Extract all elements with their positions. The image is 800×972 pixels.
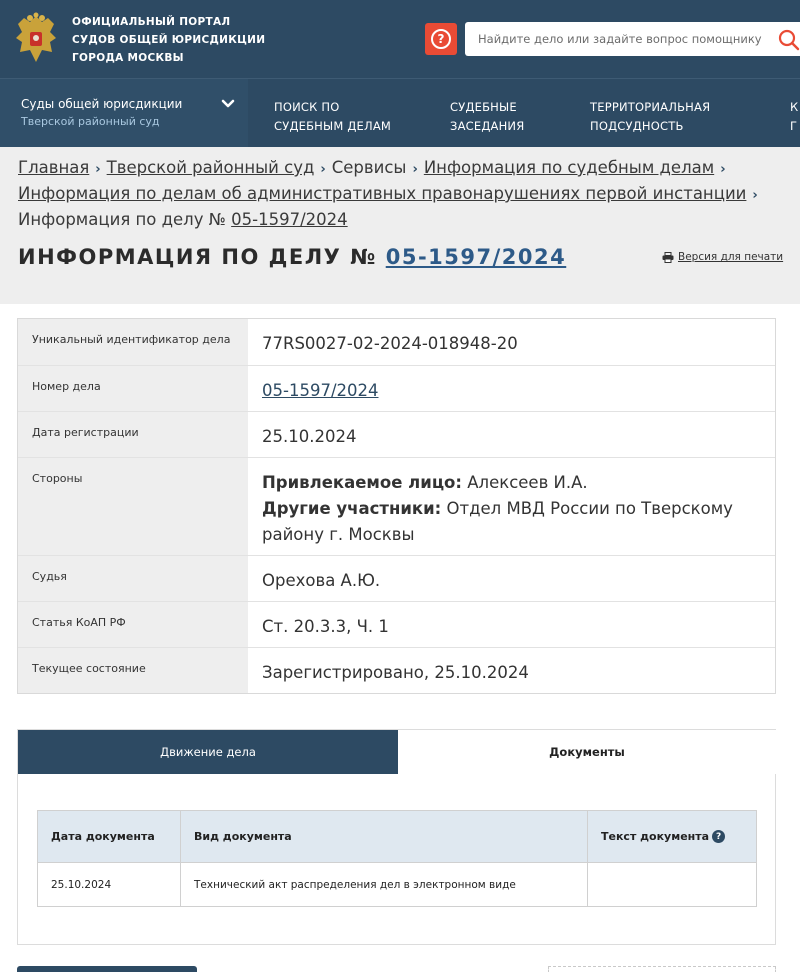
case-info-row-article: [18, 601, 775, 647]
case-info-table: [17, 318, 776, 694]
case-tabs-panel: [17, 729, 776, 945]
search-box: [465, 22, 800, 56]
breadcrumb-admin-cases[interactable]: Информация по делам об административных правонарушениях первой инстанции: [18, 184, 747, 203]
uid-label: Уникальный идентификатор дела: [18, 319, 248, 365]
case-number-link[interactable]: 05-1597/2024: [262, 381, 379, 400]
case-info-row-uid: [18, 319, 775, 365]
nav-court-sessions-line-2: ЗАСЕДАНИЯ: [450, 119, 525, 133]
nav-case-search[interactable]: [274, 98, 391, 136]
courts-dropdown-subtitle: Тверской районный суд: [21, 115, 160, 128]
party-other-name: Отдел МВД России по Тверскому району г. Москвы: [262, 499, 733, 544]
case-number-label: Номер дела: [18, 366, 248, 411]
document-date: 25.10.2024: [38, 863, 181, 907]
breadcrumb-separator-icon: ›: [95, 162, 101, 177]
status-label: Текущее состояние: [18, 648, 248, 693]
site-header: [0, 0, 800, 78]
page-title-case-link[interactable]: 05-1597/2024: [385, 245, 567, 269]
document-type: Технический акт распределения дел в электронном виде: [181, 863, 588, 907]
party-accused: [262, 470, 761, 496]
party-other: [262, 496, 761, 548]
breadcrumb-current-case-link[interactable]: 05-1597/2024: [231, 210, 348, 229]
courts-dropdown-title: Суды общей юрисдикции: [21, 97, 183, 111]
bottom-dashed-box: [548, 966, 776, 972]
case-info-row-judge: [18, 555, 775, 601]
case-number-cell: [248, 366, 775, 411]
portal-title[interactable]: [72, 13, 265, 67]
reg-date-value: 25.10.2024: [262, 427, 357, 446]
breadcrumb-court[interactable]: Тверской районный суд: [106, 158, 315, 177]
col-header-text-label: Текст документа: [601, 829, 710, 843]
portal-title-line-2: СУДОВ ОБЩЕЙ ЮРИСДИКЦИИ: [72, 34, 266, 46]
search-input[interactable]: [465, 22, 765, 56]
party-accused-name: Алексеев И.А.: [467, 473, 588, 492]
parties-label: Стороны: [18, 458, 248, 555]
nav-jurisdiction[interactable]: [590, 98, 710, 136]
printer-icon: [662, 252, 674, 263]
breadcrumb: [18, 156, 788, 232]
nav-court-sessions[interactable]: [450, 98, 524, 136]
breadcrumb-separator-icon: ›: [320, 162, 326, 177]
question-icon: ?: [431, 29, 451, 49]
article-label: Статья КоАП РФ: [18, 602, 248, 647]
chevron-down-icon: [221, 99, 235, 109]
nav-item-cut-off-line-1: К: [790, 100, 799, 114]
uid-value: 77RS0027-02-2024-018948-20: [262, 334, 518, 353]
nav-jurisdiction-line-1: ТЕРРИТОРИАЛЬНАЯ: [590, 100, 711, 114]
case-info-row-reg-date: [18, 411, 775, 457]
nav-jurisdiction-line-2: ПОДСУДНОСТЬ: [590, 119, 684, 133]
page-title-prefix: ИНФОРМАЦИЯ ПО ДЕЛУ №: [18, 245, 386, 269]
nav-item-cut-off[interactable]: [790, 98, 798, 136]
courts-dropdown[interactable]: [0, 79, 248, 147]
print-version-link[interactable]: [662, 251, 783, 263]
party-accused-role: Привлекаемое лицо:: [262, 473, 462, 492]
table-row: [38, 863, 757, 907]
breadcrumb-current-prefix: Информация по делу №: [18, 210, 232, 229]
status-value: Зарегистрировано, 25.10.2024: [262, 663, 529, 682]
article-value: Ст. 20.3.3, Ч. 1: [262, 617, 389, 636]
page-title: [18, 245, 566, 269]
case-info-row-number: [18, 365, 775, 411]
help-icon[interactable]: ?: [712, 830, 725, 843]
bottom-action-button[interactable]: [17, 966, 197, 972]
col-header-date: Дата документа: [38, 811, 181, 863]
breadcrumb-home[interactable]: Главная: [18, 158, 90, 177]
breadcrumb-separator-icon: ›: [720, 162, 726, 177]
parties-value: [248, 458, 775, 555]
col-header-type: Вид документа: [181, 811, 588, 863]
documents-table-header: [38, 811, 757, 863]
breadcrumb-cases-info[interactable]: Информация по судебным делам: [423, 158, 715, 177]
tab-case-movement[interactable]: Движение дела: [18, 730, 398, 774]
main-nav: [0, 78, 800, 147]
portal-title-line-1: ОФИЦИАЛЬНЫЙ ПОРТАЛ: [72, 16, 231, 28]
nav-case-search-line-2: СУДЕБНЫМ ДЕЛАМ: [274, 119, 392, 133]
case-info-row-parties: [18, 457, 775, 555]
breadcrumb-separator-icon: ›: [412, 162, 418, 177]
breadcrumb-band: [0, 147, 800, 304]
nav-item-cut-off-line-2: Г: [790, 119, 798, 133]
party-other-role: Другие участники:: [262, 499, 442, 518]
breadcrumb-services: Сервисы: [331, 158, 407, 177]
documents-table: [37, 810, 757, 907]
portal-title-line-3: ГОРОДА МОСКВЫ: [72, 52, 184, 64]
document-text[interactable]: [588, 863, 757, 907]
print-version-label: Версия для печати: [678, 251, 784, 263]
tab-documents[interactable]: Документы: [398, 730, 776, 774]
assistant-help-button[interactable]: [425, 23, 457, 55]
judge-value: Орехова А.Ю.: [262, 571, 381, 590]
coat-of-arms-icon[interactable]: [12, 12, 60, 68]
breadcrumb-separator-icon: ›: [752, 188, 758, 203]
search-icon[interactable]: [777, 28, 800, 52]
col-header-text: [588, 811, 757, 863]
nav-court-sessions-line-1: СУДЕБНЫЕ: [450, 100, 517, 114]
reg-date-label: Дата регистрации: [18, 412, 248, 457]
case-info-row-status: [18, 647, 775, 693]
judge-label: Судья: [18, 556, 248, 601]
nav-case-search-line-1: ПОИСК ПО: [274, 100, 340, 114]
